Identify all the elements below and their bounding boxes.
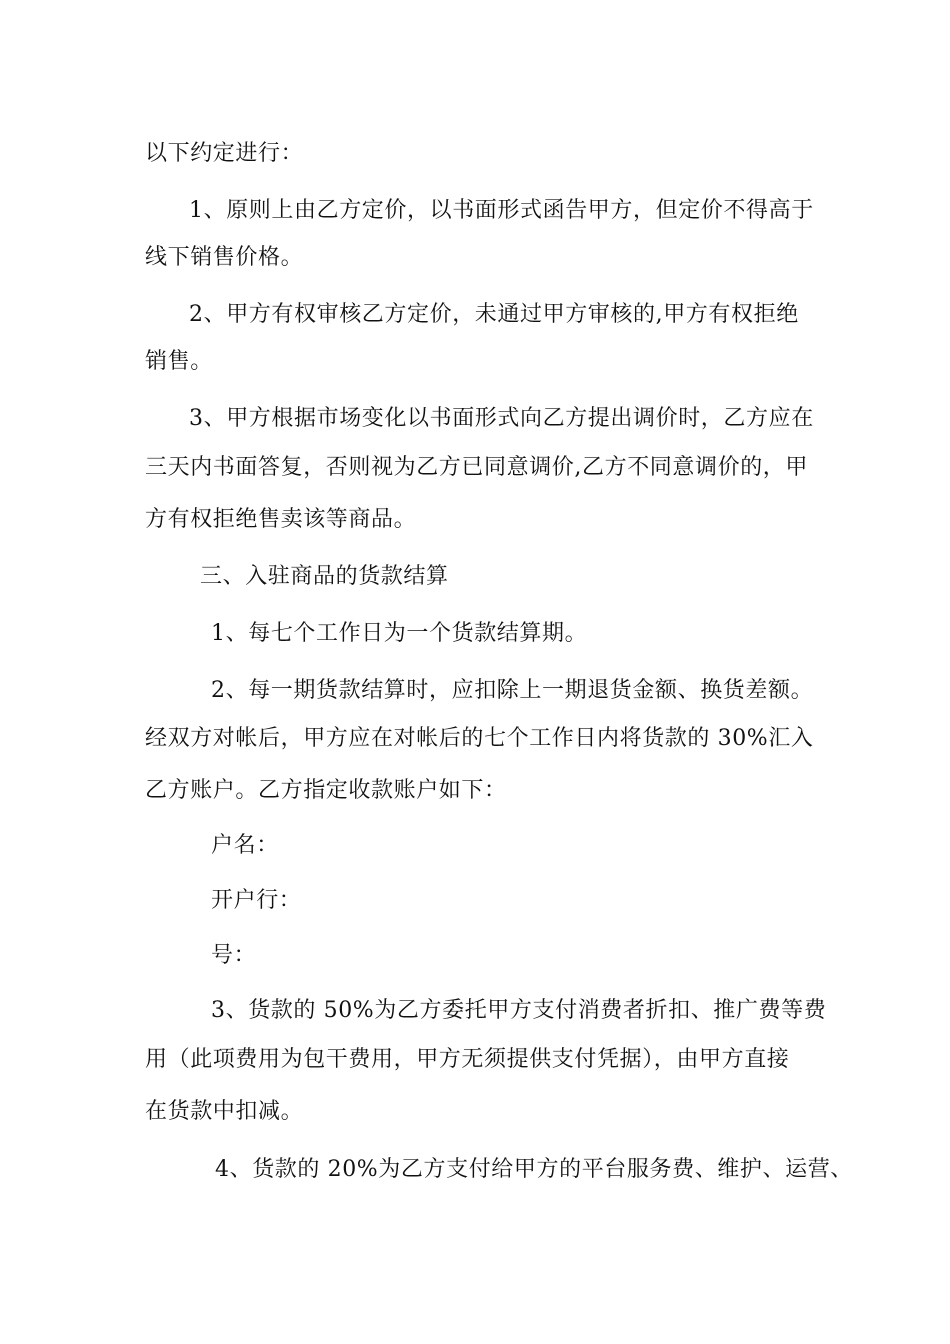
text-line-intro: 以下约定进行： <box>145 141 304 166</box>
text-line-clause-3-cont-1: 三天内书面答复，否则视为乙方已同意调价,乙方不同意调价的，甲 <box>145 455 808 480</box>
text-line-settlement-1: 1、每七个工作日为一个货款结算期。 <box>211 621 588 646</box>
text-line-settlement-4: 4、货款的 20%为乙方支付给甲方的平台服务费、维护、运营、 <box>215 1157 853 1182</box>
text-line-settlement-3: 3、货款的 50%为乙方委托甲方支付消费者折扣、推广费等费 <box>211 998 827 1023</box>
text-line-settlement-2-cont-2: 乙方账户。乙方指定收款账户如下： <box>145 778 507 803</box>
text-line-clause-1: 1、原则上由乙方定价，以书面形式函告甲方，但定价不得高于 <box>189 198 814 223</box>
text-line-clause-2-cont: 销售。 <box>145 349 213 374</box>
text-line-settlement-2: 2、每一期货款结算时，应扣除上一期退货金额、换货差额。 <box>211 678 814 703</box>
text-line-clause-3-cont-2: 方有权拒绝售卖该等商品。 <box>145 507 417 532</box>
account-bank-label: 开户行： <box>211 888 302 913</box>
section-heading-settlement: 三、入驻商品的货款结算 <box>200 564 449 589</box>
text-line-clause-2: 2、甲方有权审核乙方定价，未通过甲方审核的,甲方有权拒绝 <box>189 302 799 327</box>
account-number-label: 号： <box>211 943 257 968</box>
account-name-label: 户名： <box>211 833 279 858</box>
text-line-settlement-3-cont-2: 在货款中扣减。 <box>145 1099 304 1124</box>
text-line-clause-1-cont: 线下销售价格。 <box>145 245 304 270</box>
text-line-clause-3: 3、甲方根据市场变化以书面形式向乙方提出调价时，乙方应在 <box>189 406 814 431</box>
text-line-settlement-3-cont-1: 用（此项费用为包干费用，甲方无须提供支付凭据），由甲方直接 <box>145 1047 790 1072</box>
text-line-settlement-2-cont-1: 经双方对帐后，甲方应在对帐后的七个工作日内将货款的 30%汇入 <box>145 726 814 751</box>
